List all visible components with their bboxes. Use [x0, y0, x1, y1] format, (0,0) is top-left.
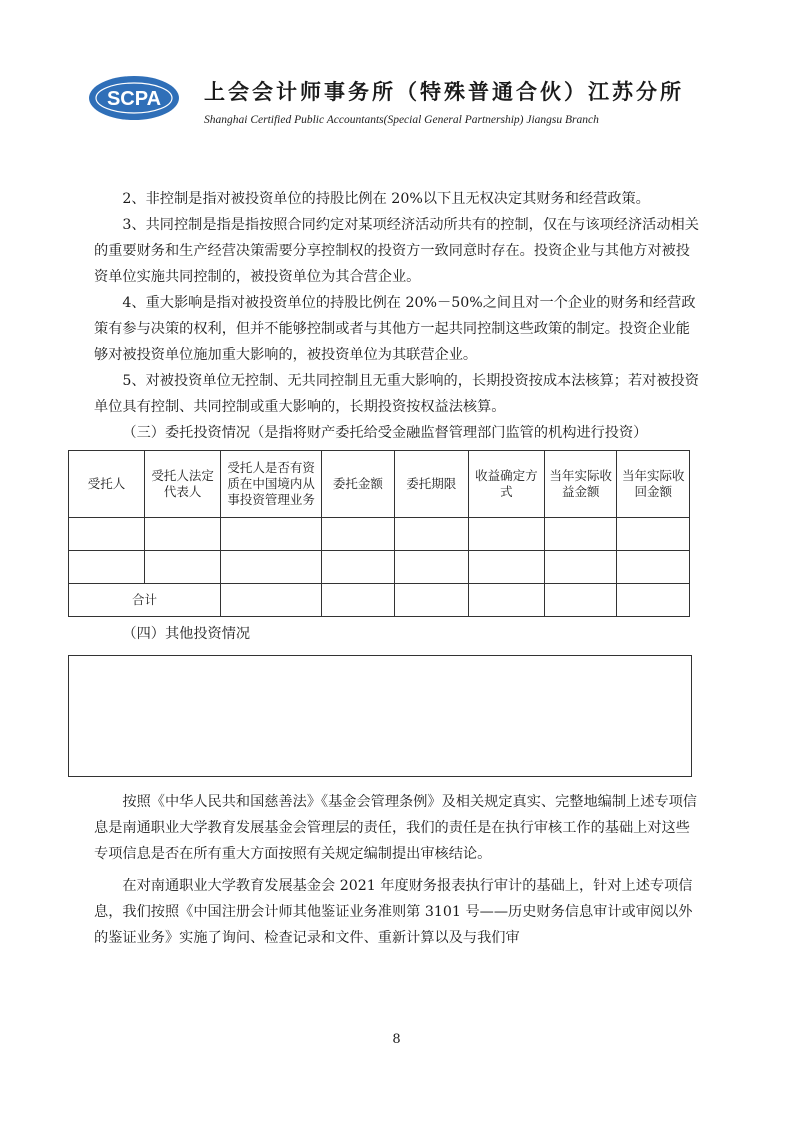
column-header: 受托人法定代表人	[145, 451, 221, 518]
section-other-investment-title: （四）其他投资情况	[122, 626, 251, 642]
entrusted-investment-table	[68, 450, 690, 617]
svg-text:SCPA: SCPA	[106, 88, 162, 110]
section-entrusted-investment-title: （三）委托投资情况（是指将财产委托给受金融监督管理部门监管的机构进行投资）	[122, 425, 648, 441]
paragraph-significant-influence: 4、重大影响是指对被投资单位的持股比例在 20%－50%之间且对一个企业的财务和经营政策有参与决策的权利，但并不能够控制或者与其他方一起共同控制这些政策的制定。投资企业能够对被投资单位施加重大影响的，被投资单位为其联营企业。	[94, 295, 696, 363]
table-header-row	[69, 451, 690, 518]
document-body	[87, 186, 700, 951]
page-number: 8	[392, 1032, 401, 1047]
column-header: 受托人是否有资质在中国境内从事投资管理业务	[221, 451, 322, 518]
letterhead	[88, 66, 728, 136]
paragraph-responsibility: 按照《中华人民共和国慈善法》《基金会管理条例》及相关规定真实、完整地编制上述专项信息是南通职业大学教育发展基金会管理层的责任，我们的责任是在执行审核工作的基础上对这些专项信息是否在所有重大方面按照有关规定编制提出审核结论。	[94, 794, 697, 862]
column-header: 委托金额	[322, 451, 395, 518]
total-label: 合计	[69, 584, 221, 617]
paragraph-joint-control: 3、共同控制是指是指按照合同约定对某项经济活动所共有的控制，仅在与该项经济活动相关的重要财务和生产经营决策需要分享控制权的投资方一致同意时存在。投资企业与其他方对被投资单位实施共同控制的，被投资单位为其合营企业。	[94, 217, 699, 285]
scpa-logo	[88, 74, 180, 122]
column-header: 受托人	[69, 451, 145, 518]
other-investment-box	[68, 655, 692, 777]
table-row	[69, 551, 690, 584]
paragraph-procedures: 在对南通职业大学教育发展基金会 2021 年度财务报表执行审计的基础上，针对上述专项信息，我们按照《中国注册会计师其他鉴证业务准则第 3101 号——历史财务信息审计或审阅以外的鉴证业务》实施了询问、检查记录和文件、重新计算以及与我们审	[94, 878, 693, 946]
paragraph-accounting-method: 5、对被投资单位无控制、无共同控制且无重大影响的，长期投资按成本法核算；若对被投资单位具有控制、共同控制或重大影响的，长期投资按权益法核算。	[94, 373, 699, 415]
column-header: 当年实际收回金额	[617, 451, 690, 518]
paragraph-noncontrol: 2、非控制是指对被投资单位的持股比例在 20%以下且无权决定其财务和经营政策。	[122, 191, 650, 207]
table-total-row	[69, 584, 690, 617]
table-row	[69, 518, 690, 551]
column-header: 收益确定方式	[468, 451, 544, 518]
column-header: 委托期限	[394, 451, 468, 518]
firm-name: 上会会计师事务所（特殊普通合伙）江苏分所	[204, 80, 684, 104]
column-header: 当年实际收益金额	[544, 451, 617, 518]
firm-name-english: Shanghai Certified Public Accountants(Special General Partnership) Jiangsu Branch	[204, 114, 599, 126]
